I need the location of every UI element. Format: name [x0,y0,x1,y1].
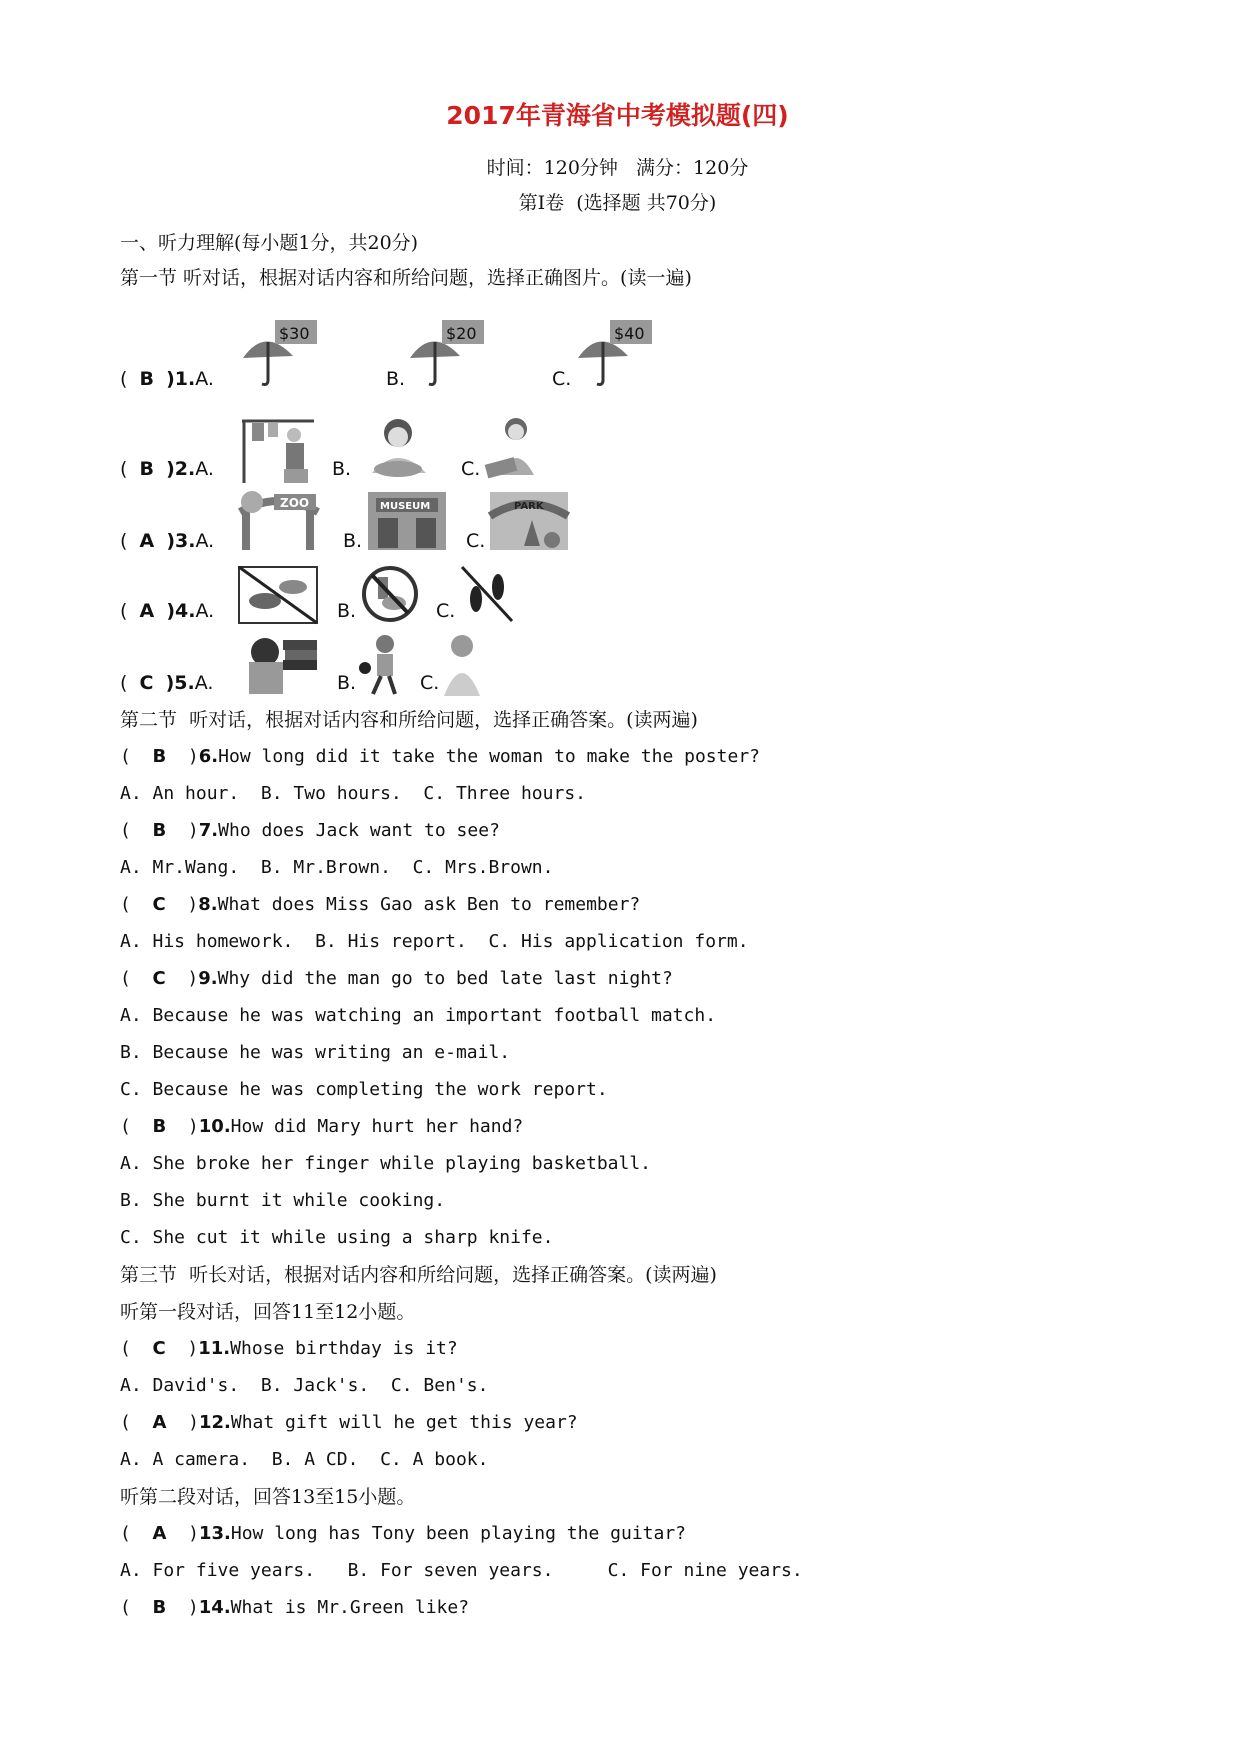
football-image [357,632,407,698]
zoo-image [238,490,323,552]
answer-5: C [139,672,154,694]
answer-8: C [152,894,166,915]
question-number: )1. [166,368,196,390]
option-c-label: C. [420,672,440,694]
option-a-label: A. [195,458,214,480]
question-text: Who does Jack want to see? [218,820,500,841]
option-a-label: A. [194,672,214,694]
question-number: 6. [198,746,219,767]
no-food-image [360,563,420,625]
price-20: $20 [446,324,477,343]
question-text: What is Mr.Green like? [230,1597,470,1618]
answer-1: B [139,368,154,390]
paren: ( [120,672,128,694]
question-10-option-a: A. She broke her finger while playing basketball. [120,1153,652,1174]
option-c-label: C. [466,530,486,552]
page-title: 2017年青海省中考模拟题(四) [446,101,789,130]
question-text: Why did the man go to bed late last night? [217,968,673,989]
question-10: ( B )10.How did Mary hurt her hand? [120,1116,524,1137]
price-30: $30 [279,324,310,343]
answer-11: C [152,1338,166,1359]
question-number: 13. [198,1523,231,1544]
answer-6: B [152,746,167,767]
doctor-image [440,632,484,698]
part3-instructions: 第三节 听长对话，根据对话内容和所给问题，选择正确答案。(读两遍) [120,1264,717,1286]
option-a-label: A. [195,530,215,552]
question-13-options: A. For five years. B. For seven years. C. For nine years. [120,1560,803,1581]
answer-12: A [152,1412,167,1433]
question-9-option-c: C. Because he was completing the work report. [120,1079,608,1100]
question-text: Whose birthday is it? [230,1338,458,1359]
question-12-options: A. A camera. B. A CD. C. A book. [120,1449,489,1470]
paren: ( [120,530,128,552]
option-b-label: B. [343,530,363,552]
dialog2-instructions: 听第二段对话，回答13至15小题。 [120,1486,416,1508]
question-number: 11. [198,1338,231,1359]
question-10-option-b: B. She burnt it while cooking. [120,1190,446,1211]
question-11: ( C )11.Whose birthday is it? [120,1338,458,1359]
question-9-option-a: A. Because he was watching an important football match. [120,1005,717,1026]
part1-instructions: 第一节 听对话，根据对话内容和所给问题，选择正确图片。(读一遍) [120,267,692,289]
girl-cooking-image [352,413,447,483]
question-number: 14. [198,1597,231,1618]
question-number: 9. [198,968,218,989]
question-number: 12. [198,1412,231,1433]
answer-9: C [152,968,166,989]
question-number: 8. [198,894,218,915]
question-9: ( C )9.Why did the man go to bed late last night? [120,968,673,989]
question-8-options: A. His homework. B. His report. C. His application form. [120,931,749,952]
question-6: ( B )6.How long did it take the woman to make the poster? [120,746,760,767]
option-b-label: B. [332,458,352,480]
question-text: What gift will he get this year? [230,1412,578,1433]
museum-sign-text: MUSEUM [380,501,431,512]
option-b-label: B. [337,672,357,694]
paren: ( [120,368,128,390]
no-walking-image [458,563,516,625]
option-b-label: B. [337,600,357,622]
no-fishing-image [237,565,319,625]
question-number: )4. [166,600,196,622]
part2-instructions: 第二节 听对话，根据对话内容和所给问题，选择正确答案。(读两遍) [120,709,698,731]
umbrella-30-image [235,318,320,388]
question-11-options: A. David's. B. Jack's. C. Ben's. [120,1375,489,1396]
woman-washing-image [480,413,550,483]
answer-3: A [139,530,155,552]
question-6-options: A. An hour. B. Two hours. C. Three hours. [120,783,586,804]
option-a-label: A. [195,368,214,390]
dialog1-instructions: 听第一段对话，回答11至12小题。 [120,1301,416,1323]
question-9-option-b: B. Because he was writing an e-mail. [120,1042,511,1063]
question-number: 7. [198,820,219,841]
reading-image [237,632,321,696]
question-7: ( B )7.Who does Jack want to see? [120,820,500,841]
museum-image [366,490,448,552]
question-14: ( B )14.What is Mr.Green like? [120,1597,470,1618]
option-c-label: C. [461,458,481,480]
answer-4: A [139,600,155,622]
option-c-label: C. [436,600,456,622]
laundry-image [238,415,318,485]
question-number: 10. [198,1116,231,1137]
zoo-sign-text: ZOO [280,496,310,510]
park-sign-text: PARK [514,501,544,512]
answer-7: B [152,820,167,841]
paren: ( [120,600,128,622]
question-text: How long has Tony been playing the guitar? [230,1523,687,1544]
umbrella-40-image [570,318,655,388]
park-image [488,490,570,552]
answer-13: A [152,1523,167,1544]
option-c-label: C. [552,368,572,390]
answer-14: B [152,1597,167,1618]
answer-2: B [139,458,154,480]
option-b-label: B. [386,368,406,390]
volume-heading: 第Ⅰ卷 (选择题 共70分) [518,192,717,214]
question-10-option-c: C. She cut it while using a sharp knife. [120,1227,554,1248]
exam-time-score: 时间：120分钟 满分：120分 [486,157,749,179]
question-number: )2. [166,458,196,480]
question-7-options: A. Mr.Wang. B. Mr.Brown. C. Mrs.Brown. [120,857,554,878]
question-number: )5. [165,672,195,694]
section-heading: 一、听力理解(每小题1分，共20分) [120,232,419,254]
price-40: $40 [614,324,645,343]
question-8: ( C )8.What does Miss Gao ask Ben to remember? [120,894,641,915]
answer-10: B [152,1116,167,1137]
question-text: How did Mary hurt her hand? [230,1116,524,1137]
question-text: How long did it take the woman to make the poster? [218,746,760,767]
question-text: What does Miss Gao ask Ben to remember? [217,894,641,915]
umbrella-20-image [402,318,487,388]
option-a-label: A. [195,600,215,622]
question-12: ( A )12.What gift will he get this year? [120,1412,578,1433]
paren: ( [120,458,128,480]
question-13: ( A )13.How long has Tony been playing the guitar? [120,1523,687,1544]
question-number: )3. [166,530,196,552]
